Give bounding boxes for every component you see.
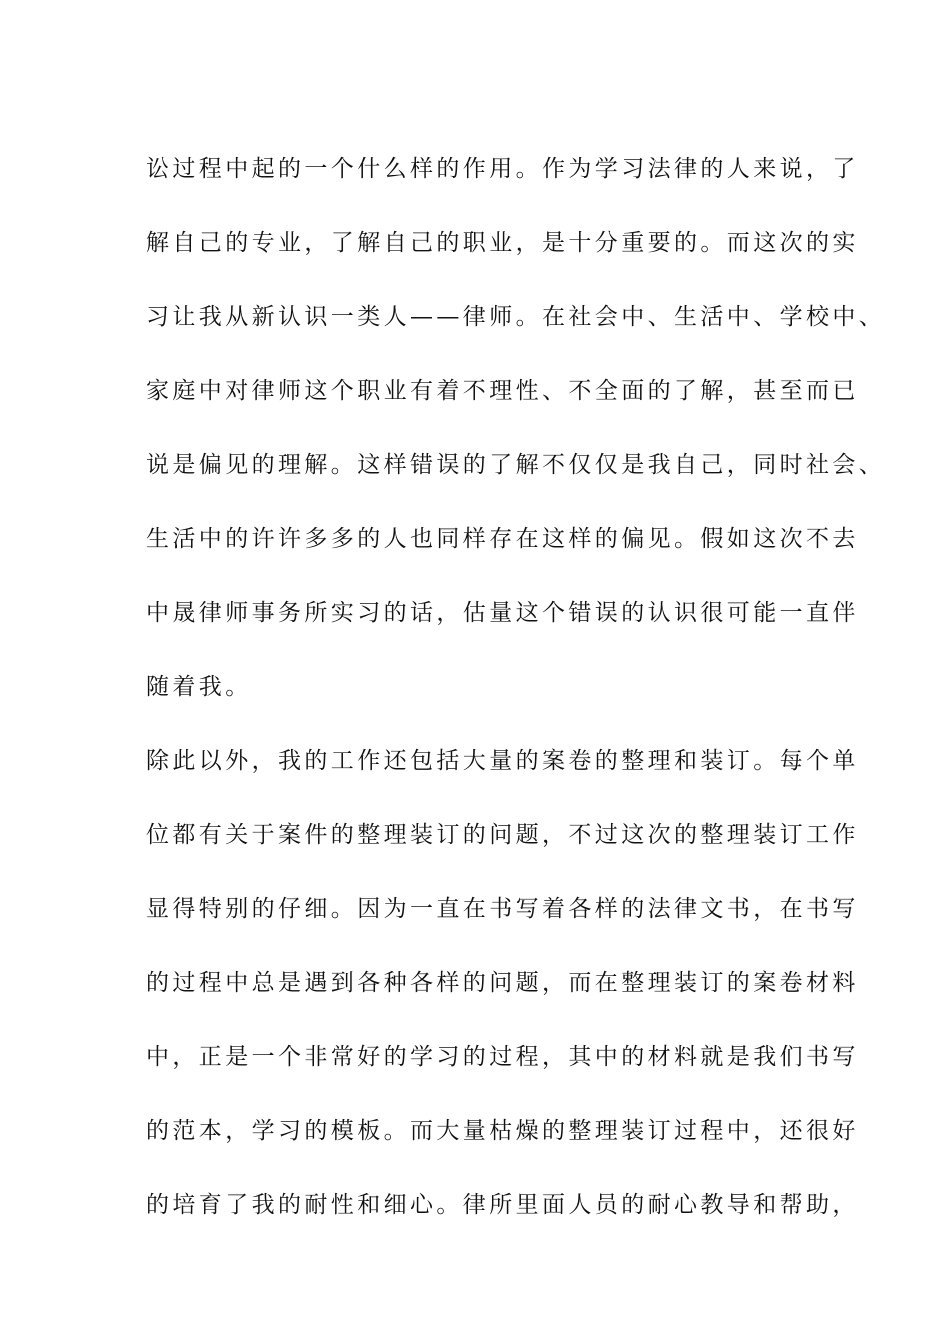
paragraph-1 [146,132,886,724]
text-line: 的培育了我的耐性和细心。律所里面人员的耐心教导和帮助， [146,1192,859,1218]
text-line: 随着我。 [146,674,252,700]
text-line: 生活中的许许多多的人也同样存在这样的偏见。假如这次不去 [146,526,859,552]
text-line: 位都有关于案件的整理装订的问题，不过这次的整理装订工作 [146,822,859,848]
text-line: 习让我从新认识一类人——律师。在社会中、生活中、学校中、 [146,304,886,330]
text-line: 家庭中对律师这个职业有着不理性、不全面的了解，甚至而已 [146,378,859,404]
text-line: 解自己的专业，了解自己的职业，是十分重要的。而这次的实 [146,230,859,256]
paragraph-2 [146,724,859,1242]
text-line: 讼过程中起的一个什么样的作用。作为学习法律的人来说，了 [146,156,859,182]
document-body [146,132,886,1242]
text-line: 中，正是一个非常好的学习的过程，其中的材料就是我们书写 [146,1044,859,1070]
text-line: 显得特别的仔细。因为一直在书写着各样的法律文书，在书写 [146,896,859,922]
text-line: 的过程中总是遇到各种各样的问题，而在整理装订的案卷材料 [146,970,859,996]
text-line: 中晟律师事务所实习的话，估量这个错误的认识很可能一直伴 [146,600,859,626]
text-line: 除此以外，我的工作还包括大量的案卷的整理和装订。每个单 [146,748,859,774]
text-line: 的范本，学习的模板。而大量枯燥的整理装订过程中，还很好 [146,1118,859,1144]
text-line: 说是偏见的理解。这样错误的了解不仅仅是我自己，同时社会、 [146,452,886,478]
